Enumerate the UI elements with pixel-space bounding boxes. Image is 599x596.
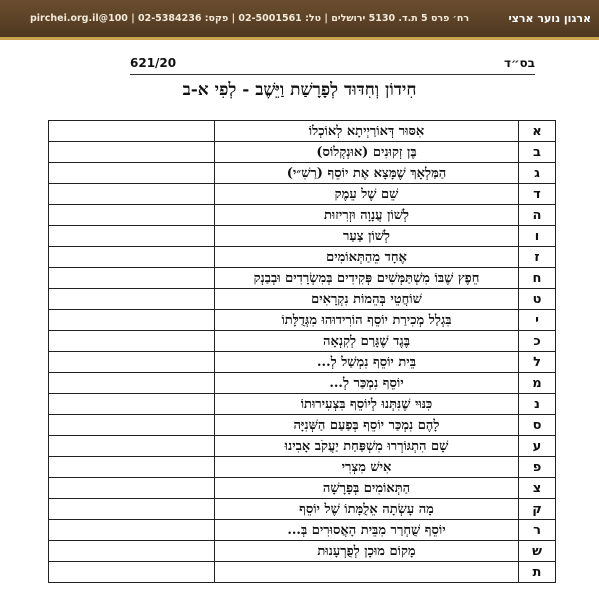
quiz-row: [49, 121, 556, 142]
quiz-row: [49, 373, 556, 394]
quiz-row-clue: אֶחָד מֵהַתְּאוֹמִים: [215, 247, 519, 268]
quiz-row-clue: מָקוֹם מוּכָן לְפֻרְעָנוּת: [215, 541, 519, 562]
quiz-row: [49, 478, 556, 499]
quiz-row-answer-cell[interactable]: [49, 415, 215, 436]
quiz-row-clue: לְשׁוֹן עֲנָוָה וּזְרִיזוּת: [215, 205, 519, 226]
quiz-row: [49, 520, 556, 541]
quiz-row: [49, 457, 556, 478]
quiz-row-answer-cell[interactable]: [49, 394, 215, 415]
quiz-row: [49, 163, 556, 184]
quiz-row-letter: ת: [519, 562, 556, 583]
quiz-row-clue: הַמַּלְאָךְ שֶׁמָּצָא אֶת יוֹסֵף (רַשִׁ״י): [215, 163, 519, 184]
meta-divider: [130, 74, 535, 75]
quiz-row-answer-cell[interactable]: [49, 562, 215, 583]
quiz-row-letter: ל: [519, 352, 556, 373]
quiz-row-clue: אִסּוּר דְּאוֹרַיְיתָא לְאוֹכְלוֹ: [215, 121, 519, 142]
quiz-row-letter: מ: [519, 373, 556, 394]
quiz-row-clue: שֵׁם שֶׁל עֵמֶק: [215, 184, 519, 205]
quiz-row-answer-cell[interactable]: [49, 331, 215, 352]
quiz-row-answer-cell[interactable]: [49, 142, 215, 163]
quiz-row-letter: ב: [519, 142, 556, 163]
quiz-row-clue: כִּנּוּי שֶׁנִּתְּנוּ לְיוֹסֵף בִּצְעִירוּתוֹ: [215, 394, 519, 415]
quiz-row: [49, 247, 556, 268]
quiz-row-clue: יוֹסֵף נִמְכַּר לְ...: [215, 373, 519, 394]
quiz-row: [49, 541, 556, 562]
quiz-row: [49, 499, 556, 520]
quiz-row-letter: פ: [519, 457, 556, 478]
quiz-row-clue: בִּגְלַל מְכִירַת יוֹסֵף הוֹרִידוּהוּ מִגְּדֻלָּתוֹ: [215, 310, 519, 331]
quiz-row-clue: מָה עָשְׂתָה אֵלֻמָּתוֹ שֶׁל יוֹסֵף: [215, 499, 519, 520]
page-title: חִידוֹן וְחִדּוּד לְפָרָשַׁת וַיֵּשֶׁב - לְפִי א-ב: [182, 80, 417, 100]
quiz-row-answer-cell[interactable]: [49, 247, 215, 268]
quiz-row-answer-cell[interactable]: [49, 457, 215, 478]
quiz-row: [49, 394, 556, 415]
quiz-row: [49, 352, 556, 373]
quiz-row: [49, 142, 556, 163]
quiz-row: [49, 415, 556, 436]
quiz-row: [49, 205, 556, 226]
quiz-row-letter: ה: [519, 205, 556, 226]
quiz-row-answer-cell[interactable]: [49, 205, 215, 226]
quiz-row: [49, 226, 556, 247]
quiz-row-clue: [215, 562, 519, 583]
quiz-table: [48, 120, 556, 583]
quiz-row-letter: צ: [519, 478, 556, 499]
letterhead-org-name: ארגון נוער ארצי: [508, 12, 591, 25]
quiz-row-answer-cell[interactable]: [49, 310, 215, 331]
quiz-row-letter: ח: [519, 268, 556, 289]
quiz-row: [49, 562, 556, 583]
quiz-row-answer-cell[interactable]: [49, 520, 215, 541]
quiz-row-clue: הַתְּאוֹמִים בְּפָרָשָׁה: [215, 478, 519, 499]
quiz-row-answer-cell[interactable]: [49, 121, 215, 142]
quiz-row-letter: כ: [519, 331, 556, 352]
quiz-row-clue: בֵּית יוֹסֵף נִמְשַׁל לְ...: [215, 352, 519, 373]
letterhead-bar: [0, 0, 599, 40]
quiz-row-clue: בֶּן זְקוּנִים (אוּנְקְלוֹס): [215, 142, 519, 163]
quiz-row-letter: נ: [519, 394, 556, 415]
meta-row: [130, 54, 535, 72]
quiz-row: [49, 436, 556, 457]
quiz-row-letter: י: [519, 310, 556, 331]
quiz-row-answer-cell[interactable]: [49, 268, 215, 289]
quiz-row: [49, 184, 556, 205]
quiz-row-clue: בֶּגֶד שֶׁגָּרַם לְקִנְאָה: [215, 331, 519, 352]
quiz-row-answer-cell[interactable]: [49, 184, 215, 205]
document-number: 621/20: [130, 56, 177, 70]
quiz-row-letter: ג: [519, 163, 556, 184]
quiz-row-clue: לְשׁוֹן צַעַר: [215, 226, 519, 247]
quiz-row-answer-cell[interactable]: [49, 352, 215, 373]
quiz-row-answer-cell[interactable]: [49, 226, 215, 247]
quiz-row-answer-cell[interactable]: [49, 163, 215, 184]
quiz-table-body: [49, 121, 556, 583]
quiz-row-answer-cell[interactable]: [49, 373, 215, 394]
quiz-row-answer-cell[interactable]: [49, 478, 215, 499]
quiz-row-letter: ק: [519, 499, 556, 520]
quiz-row: [49, 310, 556, 331]
letterhead-contact: רח׳ פרס 5 ת.ד. 5130 ירושלים | טל: 02-5001561 | פקס: 02-5384236 | 100@pirchei.org.il: [30, 13, 470, 24]
bsd-mark: בס״ד: [503, 56, 535, 70]
quiz-row: [49, 331, 556, 352]
quiz-row-clue: שׁוֹחֲטֵי בְּהֵמוֹת נִקְרָאִים: [215, 289, 519, 310]
quiz-row-clue: אִישׁ מִצְרִי: [215, 457, 519, 478]
quiz-row-letter: א: [519, 121, 556, 142]
quiz-row-letter: ז: [519, 247, 556, 268]
quiz-row-letter: ר: [519, 520, 556, 541]
quiz-row: [49, 289, 556, 310]
quiz-row-letter: ע: [519, 436, 556, 457]
quiz-row-letter: ד: [519, 184, 556, 205]
quiz-row-clue: חֵפֶץ שֶׁבּוֹ מִשְׁתַּמְּשִׁים פְּקִידִים בְּמִשְׂרָדִים וּבְבַנְק: [215, 268, 519, 289]
quiz-row-answer-cell[interactable]: [49, 436, 215, 457]
quiz-row-letter: ש: [519, 541, 556, 562]
quiz-row: [49, 268, 556, 289]
quiz-row-letter: ט: [519, 289, 556, 310]
quiz-row-letter: ס: [519, 415, 556, 436]
quiz-row-answer-cell[interactable]: [49, 289, 215, 310]
quiz-row-letter: ו: [519, 226, 556, 247]
quiz-row-answer-cell[interactable]: [49, 499, 215, 520]
quiz-row-clue: יוֹסֵף שֻׁחְרַר מִבֵּית הָאֲסוּרִים בְּ...: [215, 520, 519, 541]
quiz-row-clue: לָהֶם נִמְכַּר יוֹסֵף בְּפַעַם הַשְּׁנִיָּה: [215, 415, 519, 436]
quiz-row-answer-cell[interactable]: [49, 541, 215, 562]
quiz-row-clue: שָׁם הִתְגּוֹרְרוּ מִשְׁפַּחַת יַעֲקֹב אָבִינוּ: [215, 436, 519, 457]
